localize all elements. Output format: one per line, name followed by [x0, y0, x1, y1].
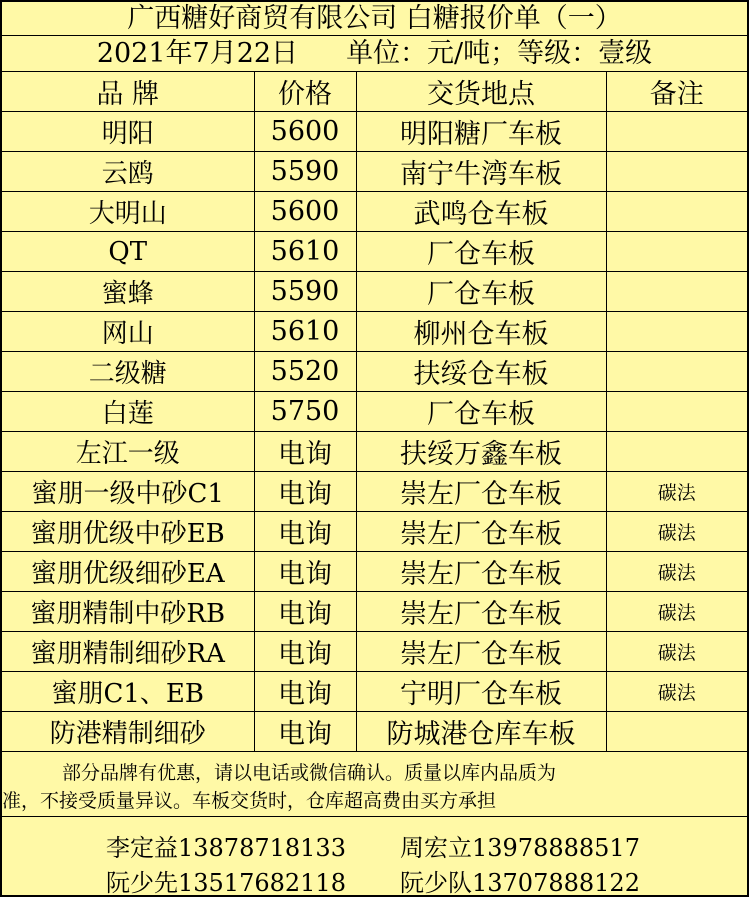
- brand-cell: 明阳: [2, 112, 254, 152]
- subtitle-row: [2, 36, 747, 72]
- price-cell: 电询: [254, 552, 356, 592]
- delivery-place-cell: 崇左厂仓车板: [356, 592, 606, 632]
- price-cell: 电询: [254, 512, 356, 552]
- brand-cell: 蜜朋精制中砂RB: [2, 592, 254, 632]
- contact-entry: 李定益13878718133: [106, 834, 346, 862]
- delivery-place-cell: 厂仓车板: [356, 232, 606, 272]
- quote-date: 2021年7月22日: [96, 38, 299, 69]
- brand-cell: 二级糖: [2, 352, 254, 392]
- brand-cell: 蜜朋优级中砂EB: [2, 512, 254, 552]
- price-cell: 电询: [254, 592, 356, 632]
- delivery-place-cell: 防城港仓库车板: [356, 712, 606, 752]
- table-row: [2, 552, 747, 592]
- column-header-price: 价格: [254, 72, 356, 112]
- table-header-row: [2, 72, 747, 112]
- brand-cell: 网山: [2, 312, 254, 352]
- price-cell: 5610: [254, 232, 356, 272]
- price-cell: 5610: [254, 312, 356, 352]
- table-row: [2, 712, 747, 752]
- table-row: [2, 672, 747, 712]
- note-cell: 碳法: [606, 632, 747, 672]
- delivery-place-cell: 厂仓车板: [356, 272, 606, 312]
- delivery-place-cell: 南宁牛湾车板: [356, 152, 606, 192]
- note-cell: [606, 392, 747, 432]
- page-title: 广西糖好商贸有限公司 白糖报价单（一）: [2, 2, 747, 36]
- contact-row: [2, 831, 747, 866]
- delivery-place-cell: 宁明厂仓车板: [356, 672, 606, 712]
- delivery-place-cell: 武鸣仓车板: [356, 192, 606, 232]
- table-row: [2, 512, 747, 552]
- contact-row: [2, 866, 747, 901]
- delivery-place-cell: 崇左厂仓车板: [356, 512, 606, 552]
- price-cell: 电询: [254, 432, 356, 472]
- price-cell: 电询: [254, 632, 356, 672]
- note-cell: [606, 192, 747, 232]
- brand-cell: 云鸥: [2, 152, 254, 192]
- table-row: [2, 632, 747, 672]
- brand-cell: 左江一级: [2, 432, 254, 472]
- note-cell: 碳法: [606, 592, 747, 632]
- table-row: [2, 592, 747, 632]
- brand-cell: 防港精制细砂: [2, 712, 254, 752]
- unit-grade: 单位：元/吨；等级：壹级: [346, 38, 653, 69]
- note-cell: [606, 112, 747, 152]
- delivery-place-cell: 崇左厂仓车板: [356, 632, 606, 672]
- note-cell: [606, 272, 747, 312]
- note-cell: [606, 152, 747, 192]
- note-cell: [606, 312, 747, 352]
- table-row: [2, 192, 747, 232]
- table-row: [2, 472, 747, 512]
- price-cell: 电询: [254, 712, 356, 752]
- note-cell: [606, 352, 747, 392]
- table-row: [2, 272, 747, 312]
- note-cell: 碳法: [606, 552, 747, 592]
- price-cell: 5600: [254, 192, 356, 232]
- contact-entry: 阮少先13517682118: [106, 869, 346, 897]
- delivery-place-cell: 崇左厂仓车板: [356, 552, 606, 592]
- table-row: [2, 352, 747, 392]
- note-cell: 碳法: [606, 512, 747, 552]
- delivery-place-cell: 柳州仓车板: [356, 312, 606, 352]
- table-row: [2, 432, 747, 472]
- price-cell: 电询: [254, 472, 356, 512]
- delivery-place-cell: 崇左厂仓车板: [356, 472, 606, 512]
- price-cell: 电询: [254, 672, 356, 712]
- delivery-place-cell: 扶绥仓车板: [356, 352, 606, 392]
- brand-cell: 蜜朋优级细砂EA: [2, 552, 254, 592]
- table-row: [2, 152, 747, 192]
- delivery-place-cell: 明阳糖厂车板: [356, 112, 606, 152]
- price-cell: 5520: [254, 352, 356, 392]
- contact-entry: 周宏立13978888517: [400, 834, 640, 862]
- contact-entry: 阮少队13707888122: [400, 869, 640, 897]
- brand-cell: 蜜朋C1、EB: [2, 672, 254, 712]
- price-cell: 5750: [254, 392, 356, 432]
- price-cell: 5590: [254, 152, 356, 192]
- column-header-place: 交货地点: [356, 72, 606, 112]
- delivery-place-cell: 扶绥万鑫车板: [356, 432, 606, 472]
- column-header-note: 备注: [606, 72, 747, 112]
- brand-cell: 蜜朋精制细砂RA: [2, 632, 254, 672]
- table-row: [2, 232, 747, 272]
- delivery-place-cell: 厂仓车板: [356, 392, 606, 432]
- price-cell: 5600: [254, 112, 356, 152]
- brand-cell: 大明山: [2, 192, 254, 232]
- brand-cell: 蜜朋一级中砂C1: [2, 472, 254, 512]
- note-cell: 碳法: [606, 672, 747, 712]
- brand-cell: 蜜蜂: [2, 272, 254, 312]
- notice-text: [2, 752, 747, 817]
- notice-line: 部分品牌有优惠，请以电话或微信确认。质量以库内品质为: [62, 762, 557, 784]
- notice-line: 准，不接受质量异议。车板交货时，仓库超高费由买方承担: [2, 790, 497, 812]
- contacts-section: [2, 817, 747, 901]
- note-cell: [606, 432, 747, 472]
- price-table: [2, 72, 747, 752]
- brand-cell: 白莲: [2, 392, 254, 432]
- note-cell: [606, 712, 747, 752]
- table-row: [2, 112, 747, 152]
- note-cell: [606, 232, 747, 272]
- table-row: [2, 392, 747, 432]
- price-cell: 5590: [254, 272, 356, 312]
- brand-cell: QT: [2, 232, 254, 272]
- table-row: [2, 312, 747, 352]
- column-header-brand: 品 牌: [2, 72, 254, 112]
- note-cell: 碳法: [606, 472, 747, 512]
